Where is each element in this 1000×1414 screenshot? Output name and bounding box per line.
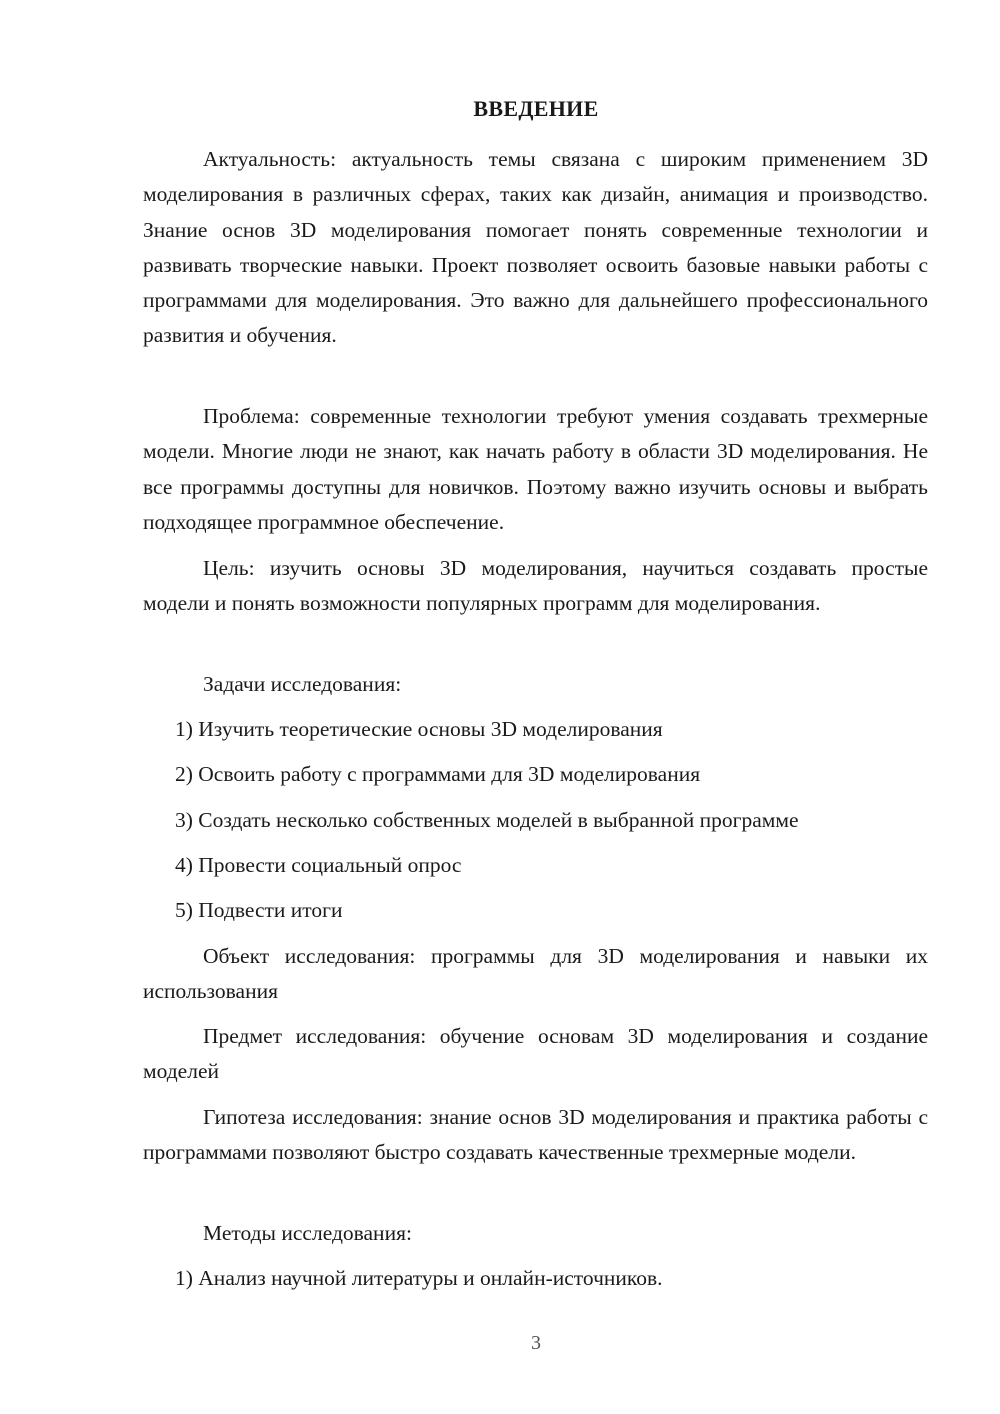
subject-paragraph: Предмет исследования: обучение основам 3D моделирования и создание моделей <box>143 1024 928 1084</box>
hypothesis-paragraph: Гипотеза исследования: знание основ 3D моделирования и практика работы с программами позволяют быстро создавать качественные трехмерные модели. <box>143 1105 928 1165</box>
tasks-label: Задачи исследования: <box>203 672 402 696</box>
task-item: 3) Создать несколько собственных моделей в выбранной программе <box>175 808 799 832</box>
task-item: 2) Освоить работу с программами для 3D моделирования <box>175 762 701 786</box>
problem-paragraph: Проблема: современные технологии требуют умения создавать трехмерные модели. Многие люди не знают, как начать работу в области 3D моделирования. Не все программы доступны для новичков. Поэтому важно изучить основы и выбрать подходящее программное обеспечение. <box>143 404 928 534</box>
method-item: 1) Анализ научной литературы и онлайн-источников. <box>175 1266 663 1290</box>
page-number: 3 <box>531 1332 541 1354</box>
methods-label: Методы исследования: <box>203 1221 412 1245</box>
object-paragraph: Объект исследования: программы для 3D моделирования и навыки их использования <box>143 944 928 1004</box>
task-item: 5) Подвести итоги <box>175 898 343 922</box>
task-item: 1) Изучить теоретические основы 3D моделирования <box>175 717 663 741</box>
relevance-paragraph: Актуальность: актуальность темы связана с широким применением 3D моделирования в различных сферах, таких как дизайн, анимация и производство. Знание основ 3D моделирования помогает понять современные технологии и развивать творческие навыки. Проект позволяет освоить базовые навыки работы с программами для моделирования. Это важно для дальнейшего профессионального развития и обучения. <box>143 147 928 348</box>
goal-paragraph: Цель: изучить основы 3D моделирования, научиться создавать простые модели и понять возможности популярных программ для моделирования. <box>143 556 928 616</box>
page-title: ВВЕДЕНИЕ <box>473 96 599 121</box>
task-item: 4) Провести социальный опрос <box>175 853 462 877</box>
